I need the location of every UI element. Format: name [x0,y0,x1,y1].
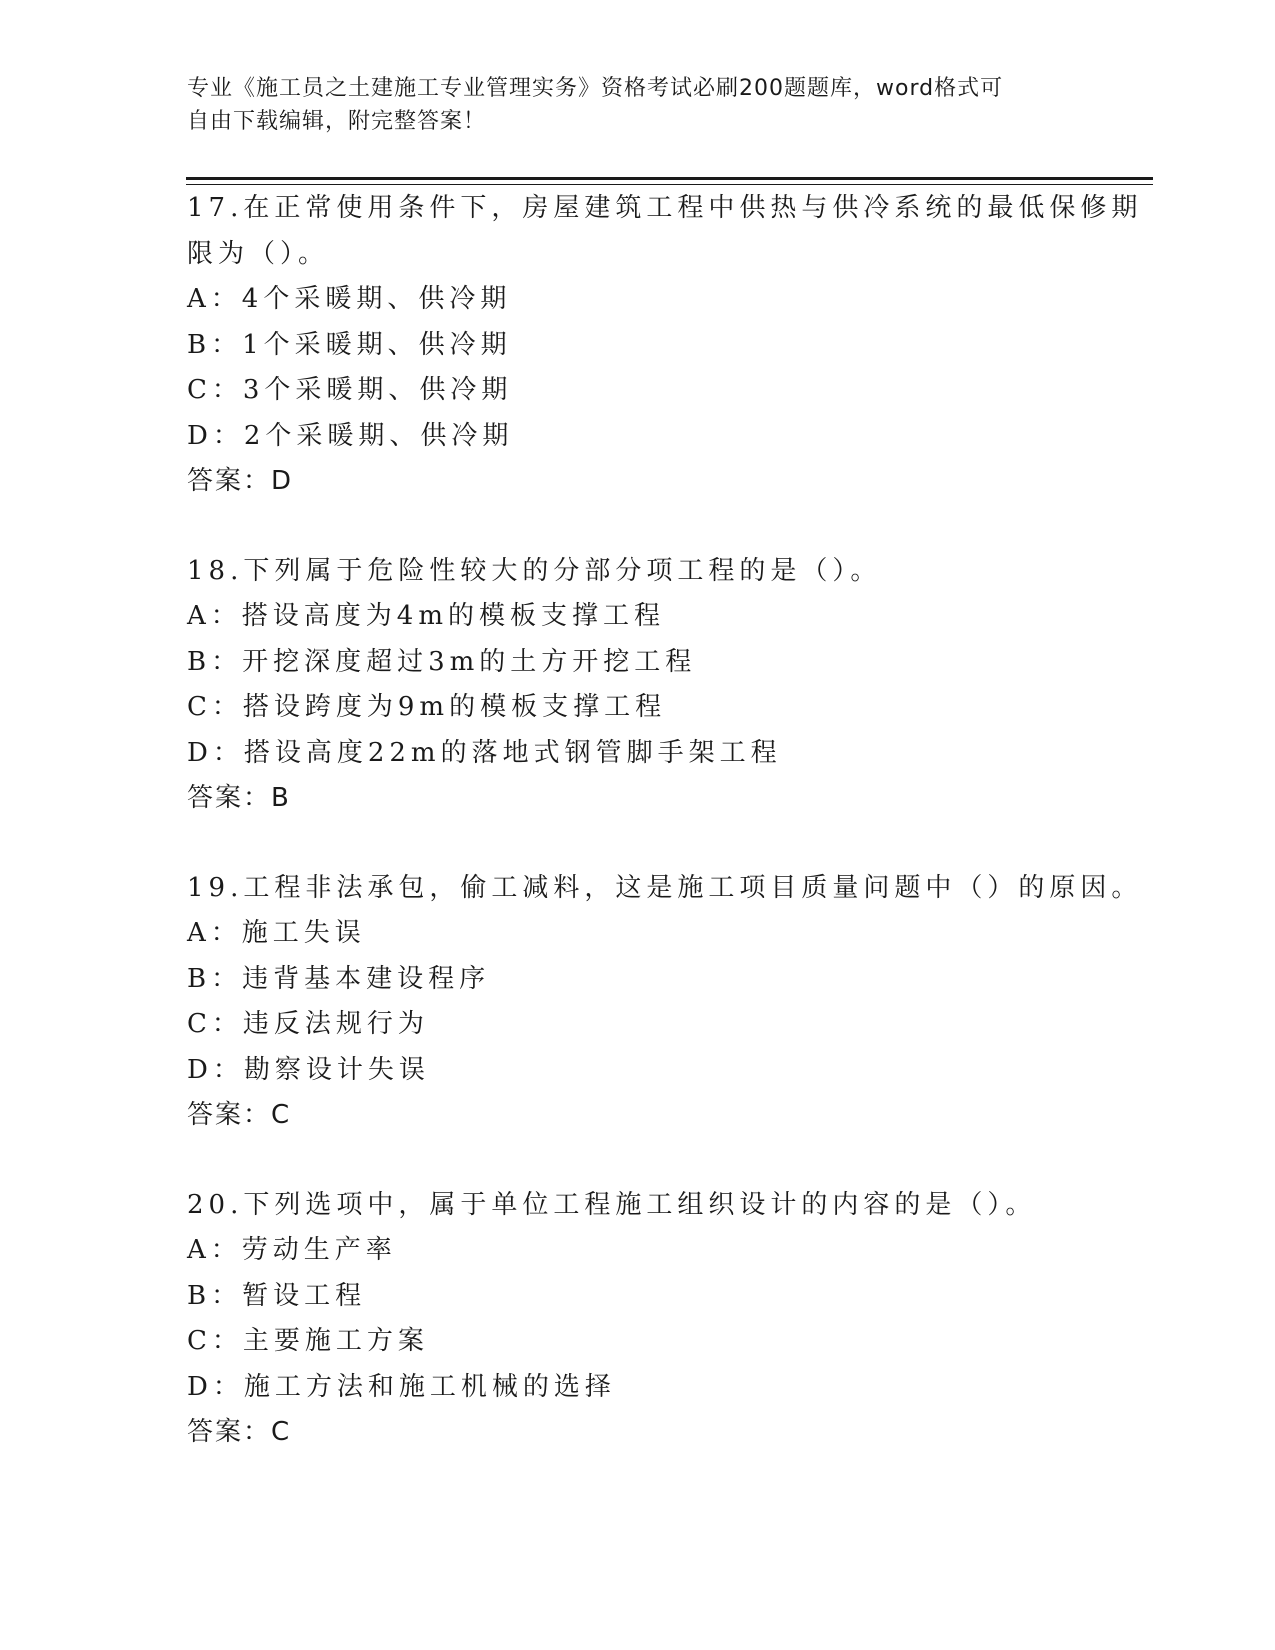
question-19 [187,866,1143,1139]
option-b: B：开挖深度超过3m的土方开挖工程 [187,646,697,677]
option-c: C：违反法规行为 [187,1009,429,1039]
question-spacer [187,1139,1087,1183]
question-spacer [187,505,1087,549]
option-d: D：勘察设计失误 [187,1054,430,1085]
option-c: C：3个采暖期、供冷期 [187,375,513,405]
option-b: B：违背基本建设程序 [187,963,491,994]
option-b: B：1个采暖期、供冷期 [187,329,512,360]
question-stem: 20.下列选项中，属于单位工程施工组织设计的内容的是（）。 [187,1189,1037,1220]
answer-label: 答案：C [187,1100,292,1130]
question-spacer [187,822,1087,866]
option-a: A：搭设高度为4m的模板支撑工程 [187,601,665,631]
question-stem-continued: 限为（）。 [187,238,330,269]
option-a: A：4个采暖期、供冷期 [187,284,512,314]
question-stem: 19.工程非法承包，偷工减料，这是施工项目质量问题中（）的原因。 [187,872,1143,903]
option-d: D：搭设高度22m的落地式钢管脚手架工程 [187,737,782,768]
answer-label: 答案：D [187,466,294,496]
header-title-line-1: 专业《施工员之土建施工专业管理实务》资格考试必刷200题题库，word格式可 [187,76,1004,101]
option-c: C：主要施工方案 [187,1326,429,1356]
document-header [187,72,1087,138]
answer-label: 答案：C [187,1417,292,1447]
question-stem: 17.在正常使用条件下，房屋建筑工程中供热与供冷系统的最低保修期 [187,193,1143,223]
option-d: D：施工方法和施工机械的选择 [187,1371,616,1402]
question-18 [187,549,1087,822]
question-20 [187,1183,1087,1456]
question-stem: 18.下列属于危险性较大的分部分项工程的是（）。 [187,555,882,586]
question-list [187,186,1143,1456]
option-b: B：暂设工程 [187,1280,367,1311]
option-a: A：劳动生产率 [187,1235,397,1265]
header-divider-thick [186,177,1153,180]
header-divider-thin [186,184,1153,185]
option-a: A：施工失误 [187,918,366,948]
answer-label: 答案：B [187,783,291,813]
header-title-line-2: 自由下载编辑，附完整答案！ [187,109,487,134]
option-d: D：2个采暖期、供冷期 [187,420,514,451]
question-17 [187,186,1143,505]
option-c: C：搭设跨度为9m的模板支撑工程 [187,692,667,722]
